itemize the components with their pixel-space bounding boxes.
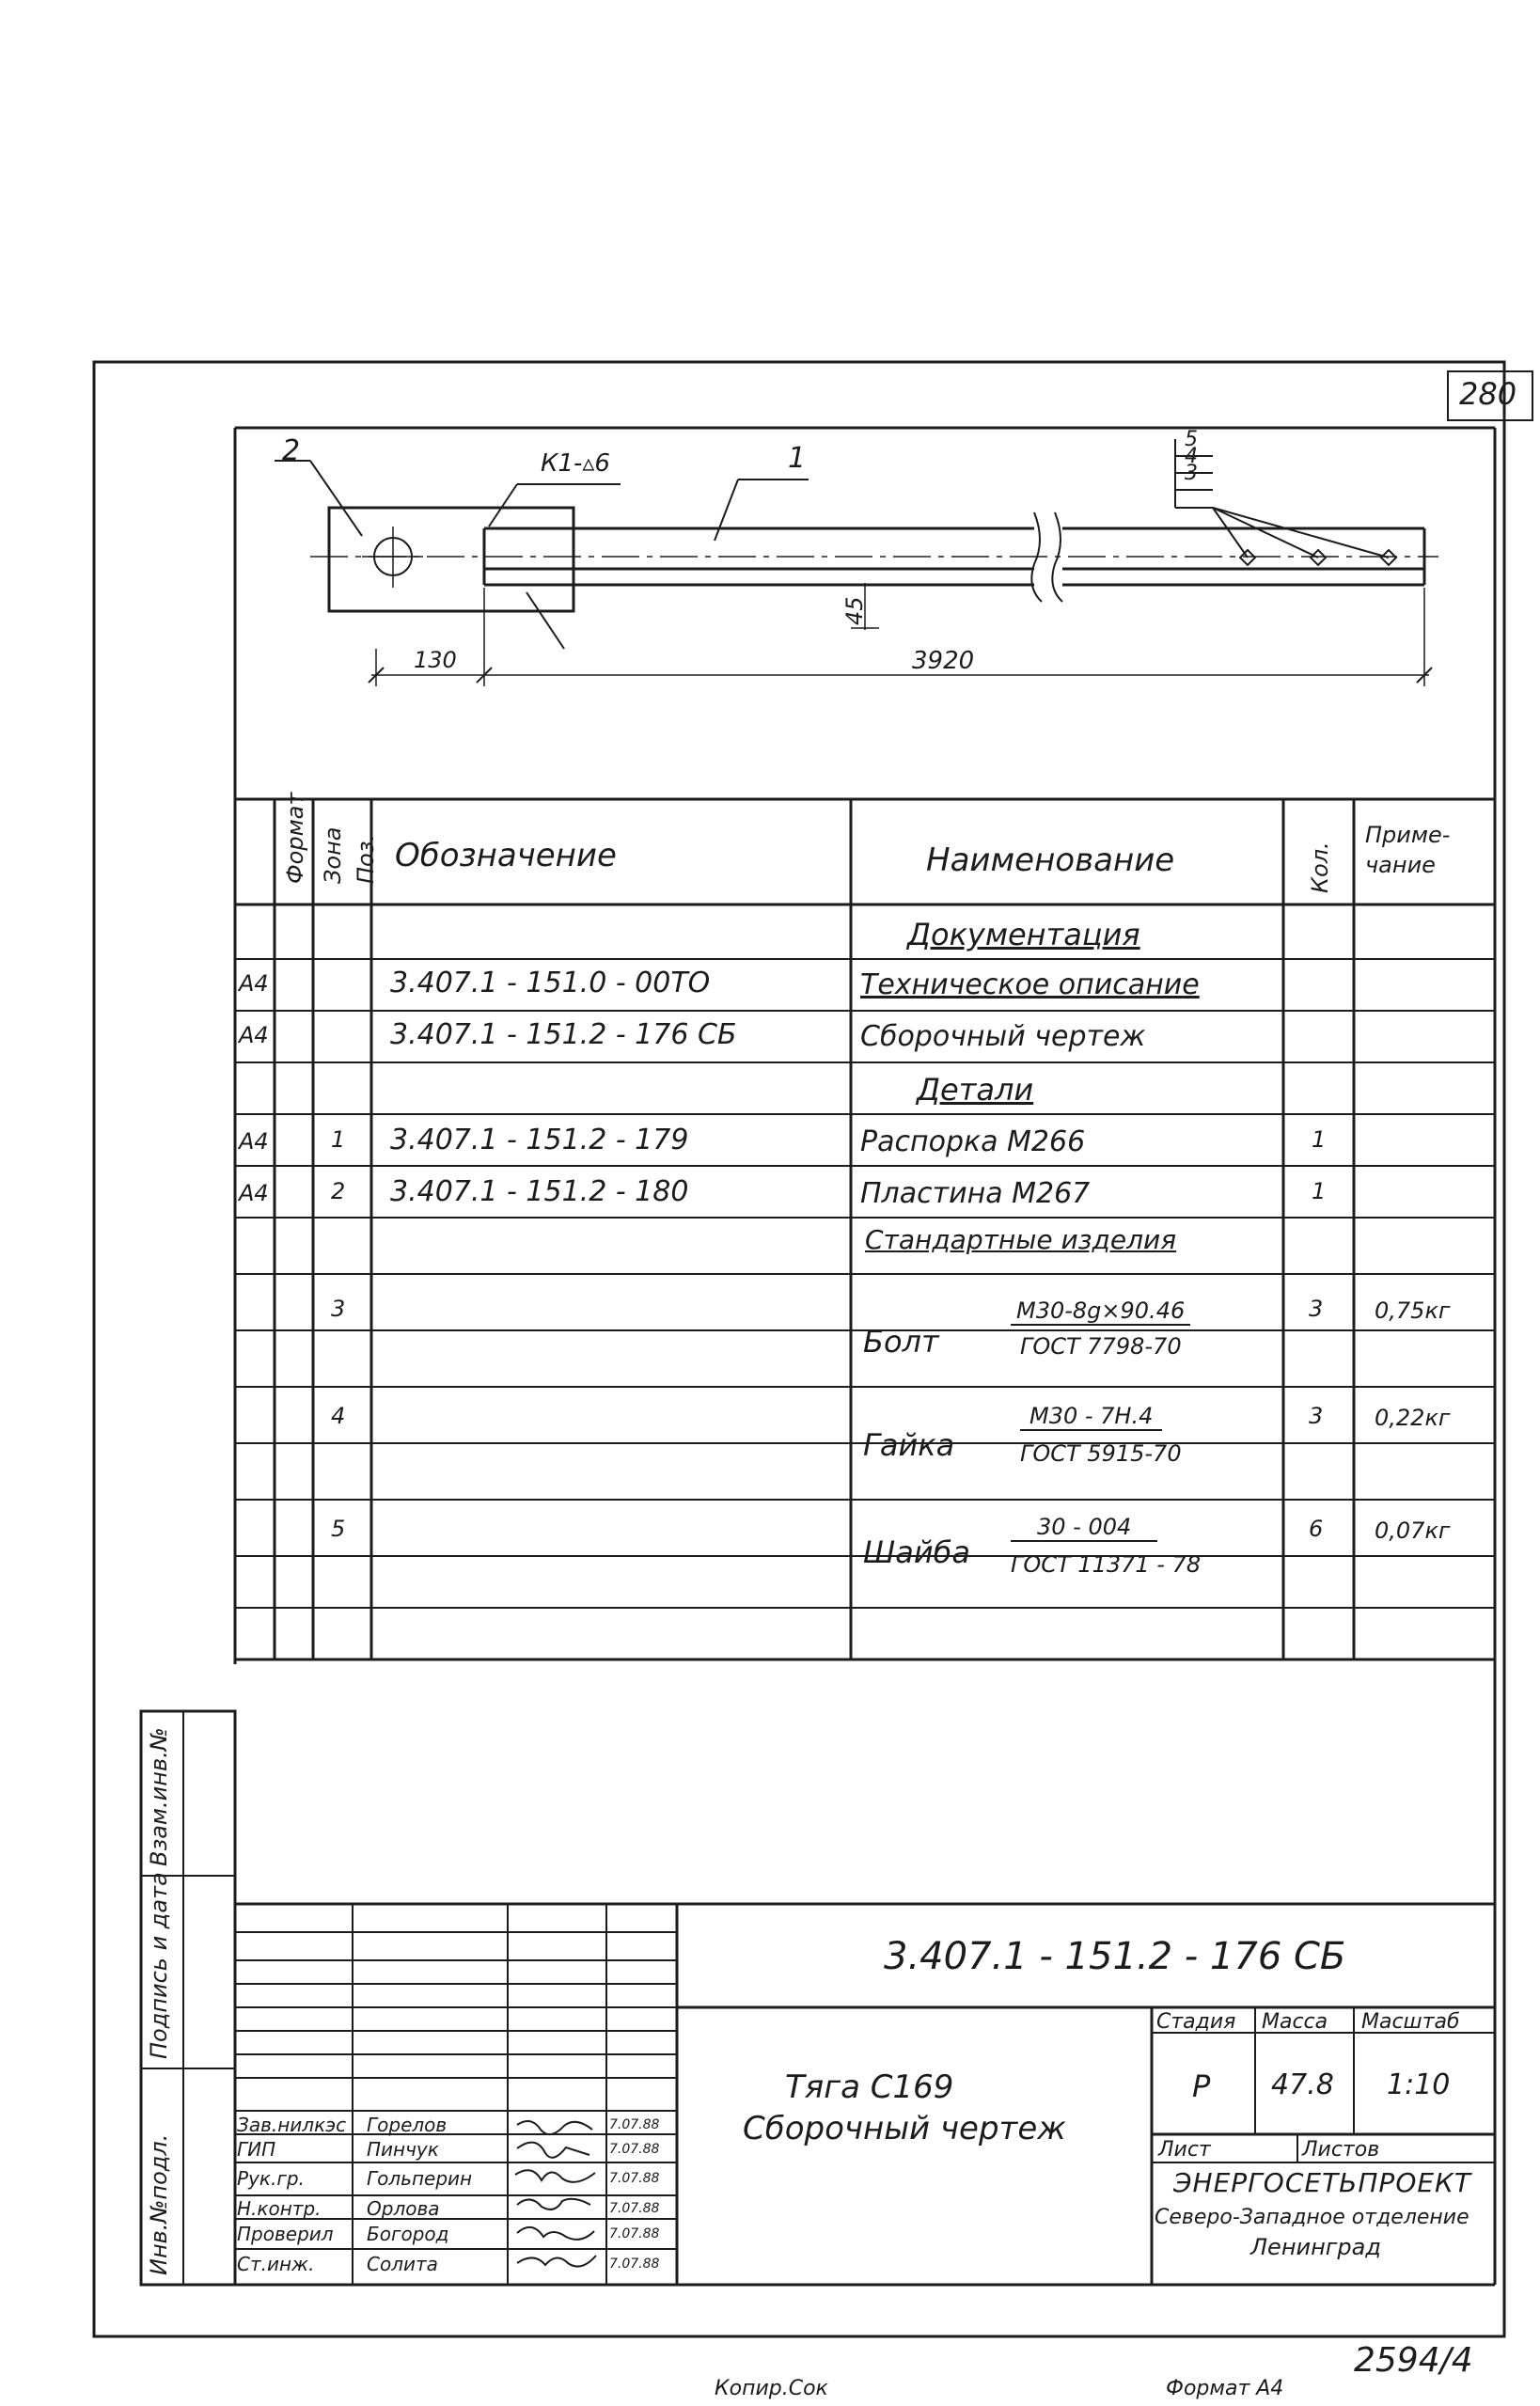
item-gost: ГОСТ 5915-70 [1020, 1440, 1182, 1467]
sheet-number: 280 [1459, 376, 1517, 412]
title-line2: Сборочный чертеж [743, 2110, 1066, 2147]
item-spec: М30 - 7Н.4 [1020, 1403, 1162, 1431]
row-format: А4 [239, 1180, 269, 1206]
row-pos: 2 [331, 1178, 346, 1204]
signer-role: Н.контр. [237, 2197, 322, 2220]
item-qty: 6 [1309, 1516, 1324, 1542]
row-designation: 3.407.1 - 151.2 - 180 [390, 1175, 689, 1208]
callout-2: 2 [282, 434, 301, 467]
header-designation: Обозначение [395, 837, 617, 874]
signer-role: Ст.инж. [237, 2253, 315, 2275]
signer-date: 7.07.88 [609, 2171, 660, 2186]
row-designation: 3.407.1 - 151.0 - 00ТО [390, 967, 711, 999]
item-pos: 3 [331, 1296, 346, 1322]
row-designation: 3.407.1 - 151.2 - 179 [390, 1124, 689, 1156]
row-pos: 1 [331, 1126, 346, 1153]
signer-role: ГИП [237, 2138, 276, 2161]
org-city: Ленинград [1250, 2234, 1381, 2260]
row-qty: 1 [1312, 1178, 1327, 1204]
dim-3920: 3920 [912, 647, 975, 675]
item-spec: М30-8g×90.46 [1011, 1297, 1190, 1326]
signer-role: Проверил [237, 2223, 334, 2245]
row-name: Техническое описание [860, 968, 1200, 1001]
signer-date: 7.07.88 [609, 2142, 660, 2157]
signer-role: Зав.нилкэс [237, 2114, 347, 2136]
footer-archive: 2594/4 [1354, 2341, 1473, 2380]
stage-value: Р [1192, 2068, 1211, 2104]
org-branch: Северо-Западное отделение [1155, 2206, 1469, 2229]
dim-45: 45 [841, 596, 868, 625]
item-gost: ГОСТ 7798-70 [1020, 1333, 1182, 1360]
signer-date: 7.07.88 [609, 2257, 660, 2272]
callout-1: 1 [788, 442, 807, 475]
item-name: Болт [863, 1324, 939, 1360]
header-name: Наименование [926, 841, 1175, 879]
callout-4: 4 [1185, 445, 1198, 468]
item-spec: 30 - 004 [1011, 1514, 1157, 1542]
scale-label: Масштаб [1361, 2010, 1460, 2034]
signer-name: Горелов [367, 2114, 448, 2136]
row-format: А4 [239, 1128, 269, 1155]
section-details: Детали [917, 1072, 1034, 1108]
signer-name: Пинчук [367, 2138, 439, 2161]
item-note: 0,22кг [1375, 1405, 1451, 1431]
header-pos: Поз. [353, 833, 379, 884]
item-gost: ГОСТ 11371 - 78 [1011, 1551, 1202, 1578]
row-format: А4 [239, 970, 269, 997]
row-qty: 1 [1312, 1126, 1327, 1153]
side-replace-inv: Взам.инв.№ [146, 1727, 172, 1866]
item-note: 0,75кг [1375, 1297, 1451, 1324]
mass-value: 47.8 [1271, 2068, 1334, 2101]
title-line1: Тяга С169 [785, 2068, 954, 2106]
section-standard: Стандартные изделия [865, 1224, 1177, 1255]
sheet-label: Лист [1158, 2138, 1211, 2162]
signer-date: 7.07.88 [609, 2226, 660, 2241]
header-qty: Кол. [1307, 841, 1333, 893]
section-documentation: Документация [907, 917, 1140, 952]
mass-label: Масса [1262, 2010, 1328, 2034]
row-format: А4 [239, 1022, 269, 1048]
row-name: Сборочный чертеж [860, 1020, 1146, 1053]
row-designation: 3.407.1 - 151.2 - 176 СБ [390, 1018, 737, 1051]
item-qty: 3 [1309, 1403, 1324, 1429]
footer-copied: Копир.Сок [715, 2377, 828, 2400]
side-sign-date: Подпись и дата [146, 1872, 172, 2059]
scale-value: 1:10 [1387, 2068, 1451, 2101]
signer-role: Рук.гр. [237, 2167, 305, 2190]
signer-name: Богород [367, 2223, 449, 2245]
callout-5: 5 [1185, 428, 1198, 451]
header-note: Приме-чание [1365, 822, 1451, 878]
row-name: Распорка М266 [860, 1125, 1086, 1158]
side-inv-orig: Инв.№подл. [146, 2133, 172, 2275]
header-format: Формат [282, 792, 308, 884]
item-qty: 3 [1309, 1296, 1324, 1322]
signer-date: 7.07.88 [609, 2117, 660, 2132]
item-name: Шайба [863, 1534, 970, 1570]
item-pos: 4 [331, 1403, 346, 1429]
item-name: Гайка [863, 1427, 955, 1463]
item-pos: 5 [331, 1516, 346, 1542]
sheets-label: Листов [1302, 2138, 1380, 2162]
callout-3: 3 [1185, 462, 1198, 485]
item-note: 0,07кг [1375, 1518, 1451, 1544]
dim-130: 130 [414, 647, 457, 673]
signer-name: Солита [367, 2253, 438, 2275]
signatures [508, 2111, 606, 2285]
title-doc-code: 3.407.1 - 151.2 - 176 СБ [884, 1935, 1346, 1978]
row-name: Пластина М267 [860, 1177, 1091, 1210]
org-name: ЭНЕРГОСЕТЬПРОЕКТ [1173, 2167, 1472, 2198]
stage-label: Стадия [1156, 2010, 1236, 2034]
signer-name: Орлова [367, 2197, 440, 2220]
header-zone: Зона [320, 826, 346, 884]
signer-date: 7.07.88 [609, 2201, 660, 2216]
footer-format: Формат А4 [1166, 2377, 1284, 2400]
weld-label: К1-▵6 [541, 449, 610, 478]
signer-name: Гольперин [367, 2167, 473, 2190]
